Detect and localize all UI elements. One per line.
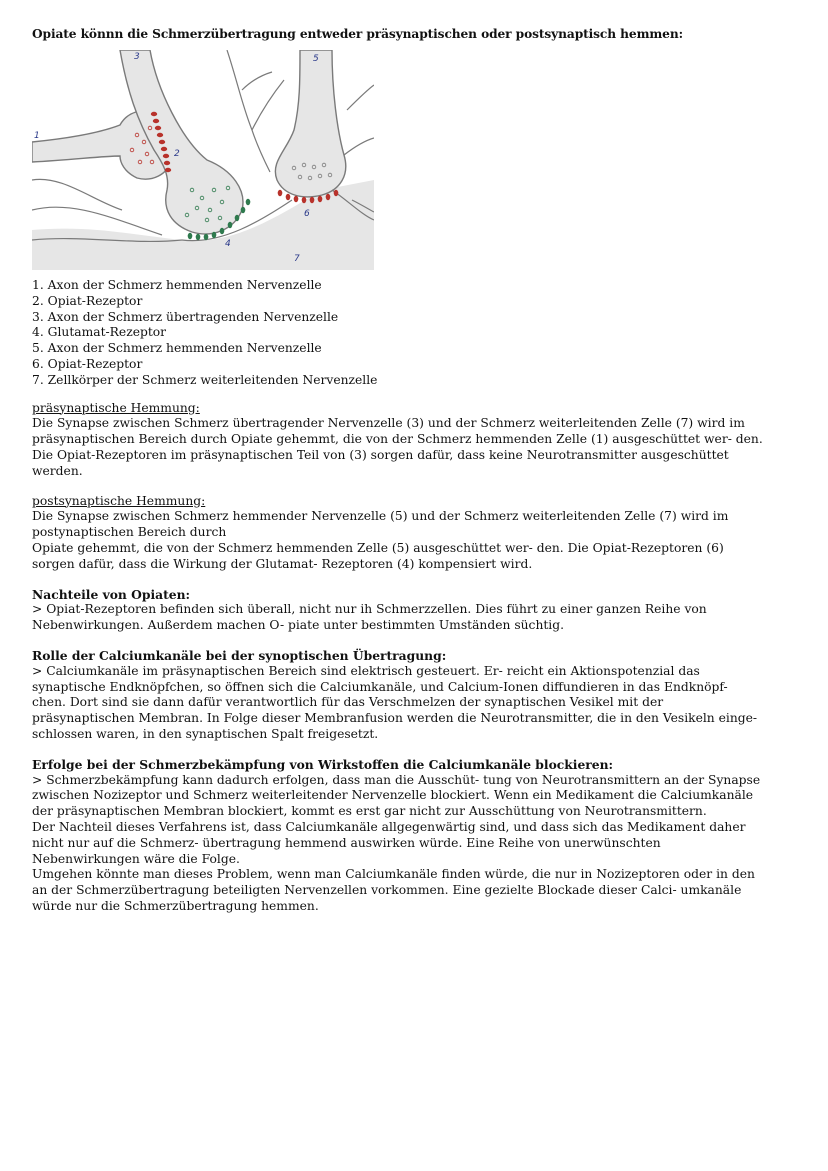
text-line: Nebenwirkungen. Außerdem machen O- piate unter bestimmten Umständen süchtig. bbox=[32, 618, 565, 633]
text-line: > Opiat-Rezeptoren befinden sich überall, nicht nur ih Schmerzzellen. Dies führt zu einer ganzen Reihe von bbox=[32, 602, 707, 617]
figure-label-7: 7 bbox=[294, 254, 300, 264]
section-disadvantages bbox=[32, 587, 802, 634]
page-title: Opiate könnn die Schmerzübertragung entweder präsynaptischen oder postsynaptisch hemmen: bbox=[32, 27, 683, 41]
legend-item: 2. Opiat-Rezeptor bbox=[32, 293, 143, 308]
section-postsynaptic bbox=[32, 494, 802, 573]
text-line: Der Nachteil dieses Verfahrens ist, dass Calciumkanäle allgegenwärtig sind, und dass sich das Medikament daher bbox=[32, 819, 746, 834]
legend-item: 4. Glutamat-Rezeptor bbox=[32, 325, 167, 340]
legend-item: 6. Opiat-Rezeptor bbox=[32, 356, 143, 371]
text-line: > Calciumkanäle im präsynaptischen Bereich sind elektrisch gesteuert. Er- reicht ein Aktionspotenzial das bbox=[32, 663, 700, 678]
legend-item: 5. Axon der Schmerz hemmenden Nervenzelle bbox=[32, 341, 322, 356]
figure-label-3: 3 bbox=[134, 52, 140, 62]
text-line: präsynaptischen Bereich durch Opiate gehemmt, die von der Schmerz hemmenden Zelle (1) ausgeschüttet wer- den. bbox=[32, 432, 763, 447]
section-presynaptic bbox=[32, 401, 802, 480]
text-line: schlossen waren, in den synaptischen Spalt freigesetzt. bbox=[32, 726, 379, 741]
legend-item: 3. Axon der Schmerz übertragenden Nervenzelle bbox=[32, 309, 339, 324]
figure-label-5: 5 bbox=[313, 54, 319, 64]
figure-label-4: 4 bbox=[225, 239, 231, 249]
text-line: Die Synapse zwischen Schmerz hemmender Nervenzelle (5) und der Schmerz weiterleitenden Zelle (7) wird im bbox=[32, 509, 729, 524]
text-line: chen. Dort sind sie dann dafür verantwortlich für das Verschmelzen der synaptischen Vesikel mit der bbox=[32, 695, 664, 710]
section-heading: präsynaptische Hemmung: bbox=[32, 400, 200, 415]
section-heading: Nachteile von Opiaten: bbox=[32, 586, 191, 602]
figure-legend bbox=[32, 278, 802, 389]
section-heading: postsynaptische Hemmung: bbox=[32, 493, 206, 508]
section-calcium-role bbox=[32, 648, 802, 743]
text-line: synaptische Endknöpfchen, so öffnen sich die Calciumkanäle, und Calcium-Ionen diffundieren in das Endknöpf- bbox=[32, 679, 728, 694]
section-heading: Rolle der Calciumkanäle bei der synoptischen Übertragung: bbox=[32, 647, 447, 663]
text-line: präsynaptischen Membran. In Folge dieser Membranfusion werden die Neurotransmitter, die in den Vesikeln einge- bbox=[32, 711, 758, 726]
axon-5 bbox=[275, 50, 345, 197]
legend-item: 7. Zellkörper der Schmerz weiterleitenden Nervenzelle bbox=[32, 372, 378, 387]
text-line: Opiate gehemmt, die von der Schmerz hemmenden Zelle (5) ausgeschüttet wer- den. Die Opiat-Rezeptoren (6) bbox=[32, 540, 724, 555]
text-line: werden. bbox=[32, 463, 83, 478]
synapse-diagram bbox=[32, 50, 374, 270]
text-line: Umgehen könnte man dieses Problem, wenn man Calciumkanäle finden würde, die nur in Nozizeptoren oder in den bbox=[32, 867, 755, 882]
text-line: der präsynaptischen Membran blockiert, kommt es erst gar nicht zur Ausschüttung von Neurotransmittern. bbox=[32, 804, 707, 819]
text-line: würde nur die Schmerzübertragung hemmen. bbox=[32, 898, 319, 913]
text-line: sorgen dafür, dass die Wirkung der Glutamat- Rezeptoren (4) kompensiert wird. bbox=[32, 556, 533, 571]
section-calcium-blockers bbox=[32, 757, 802, 915]
document-page bbox=[32, 26, 802, 929]
text-line: Die Synapse zwischen Schmerz übertragender Nervenzelle (3) und der Schmerz weiterleitenden Zelle (7) wird im bbox=[32, 416, 745, 431]
text-line: > Schmerzbekämpfung kann dadurch erfolgen, dass man die Ausschüt- tung von Neurotransmittern an der Synapse bbox=[32, 772, 761, 787]
text-line: zwischen Nozizeptor und Schmerz weiterleitender Nervenzelle blockiert. Wenn ein Medikament die Calciumkanäle bbox=[32, 788, 754, 803]
text-line: an der Schmerzübertragung beteiligten Nervenzellen vorkommen. Eine gezielte Blockade dieser Calci- umkanäle bbox=[32, 883, 742, 898]
legend-item: 1. Axon der Schmerz hemmenden Nervenzelle bbox=[32, 278, 322, 292]
figure-label-6: 6 bbox=[304, 209, 310, 219]
section-heading: Erfolge bei der Schmerzbekämpfung von Wirkstoffen die Calciumkanäle blockieren: bbox=[32, 756, 614, 772]
figure-label-1: 1 bbox=[34, 131, 40, 141]
text-line: Nebenwirkungen wäre die Folge. bbox=[32, 851, 240, 866]
text-line: nicht nur auf die Schmerz- übertragung hemmend auswirken würde. Eine Reihe von unerwünschten bbox=[32, 835, 661, 850]
text-line: Die Opiat-Rezeptoren im präsynaptischen Teil von (3) sorgen dafür, dass keine Neurotransmitter ausgeschüttet bbox=[32, 447, 729, 462]
figure-label-2: 2 bbox=[174, 149, 180, 159]
text-line: postynaptischen Bereich durch bbox=[32, 525, 227, 540]
